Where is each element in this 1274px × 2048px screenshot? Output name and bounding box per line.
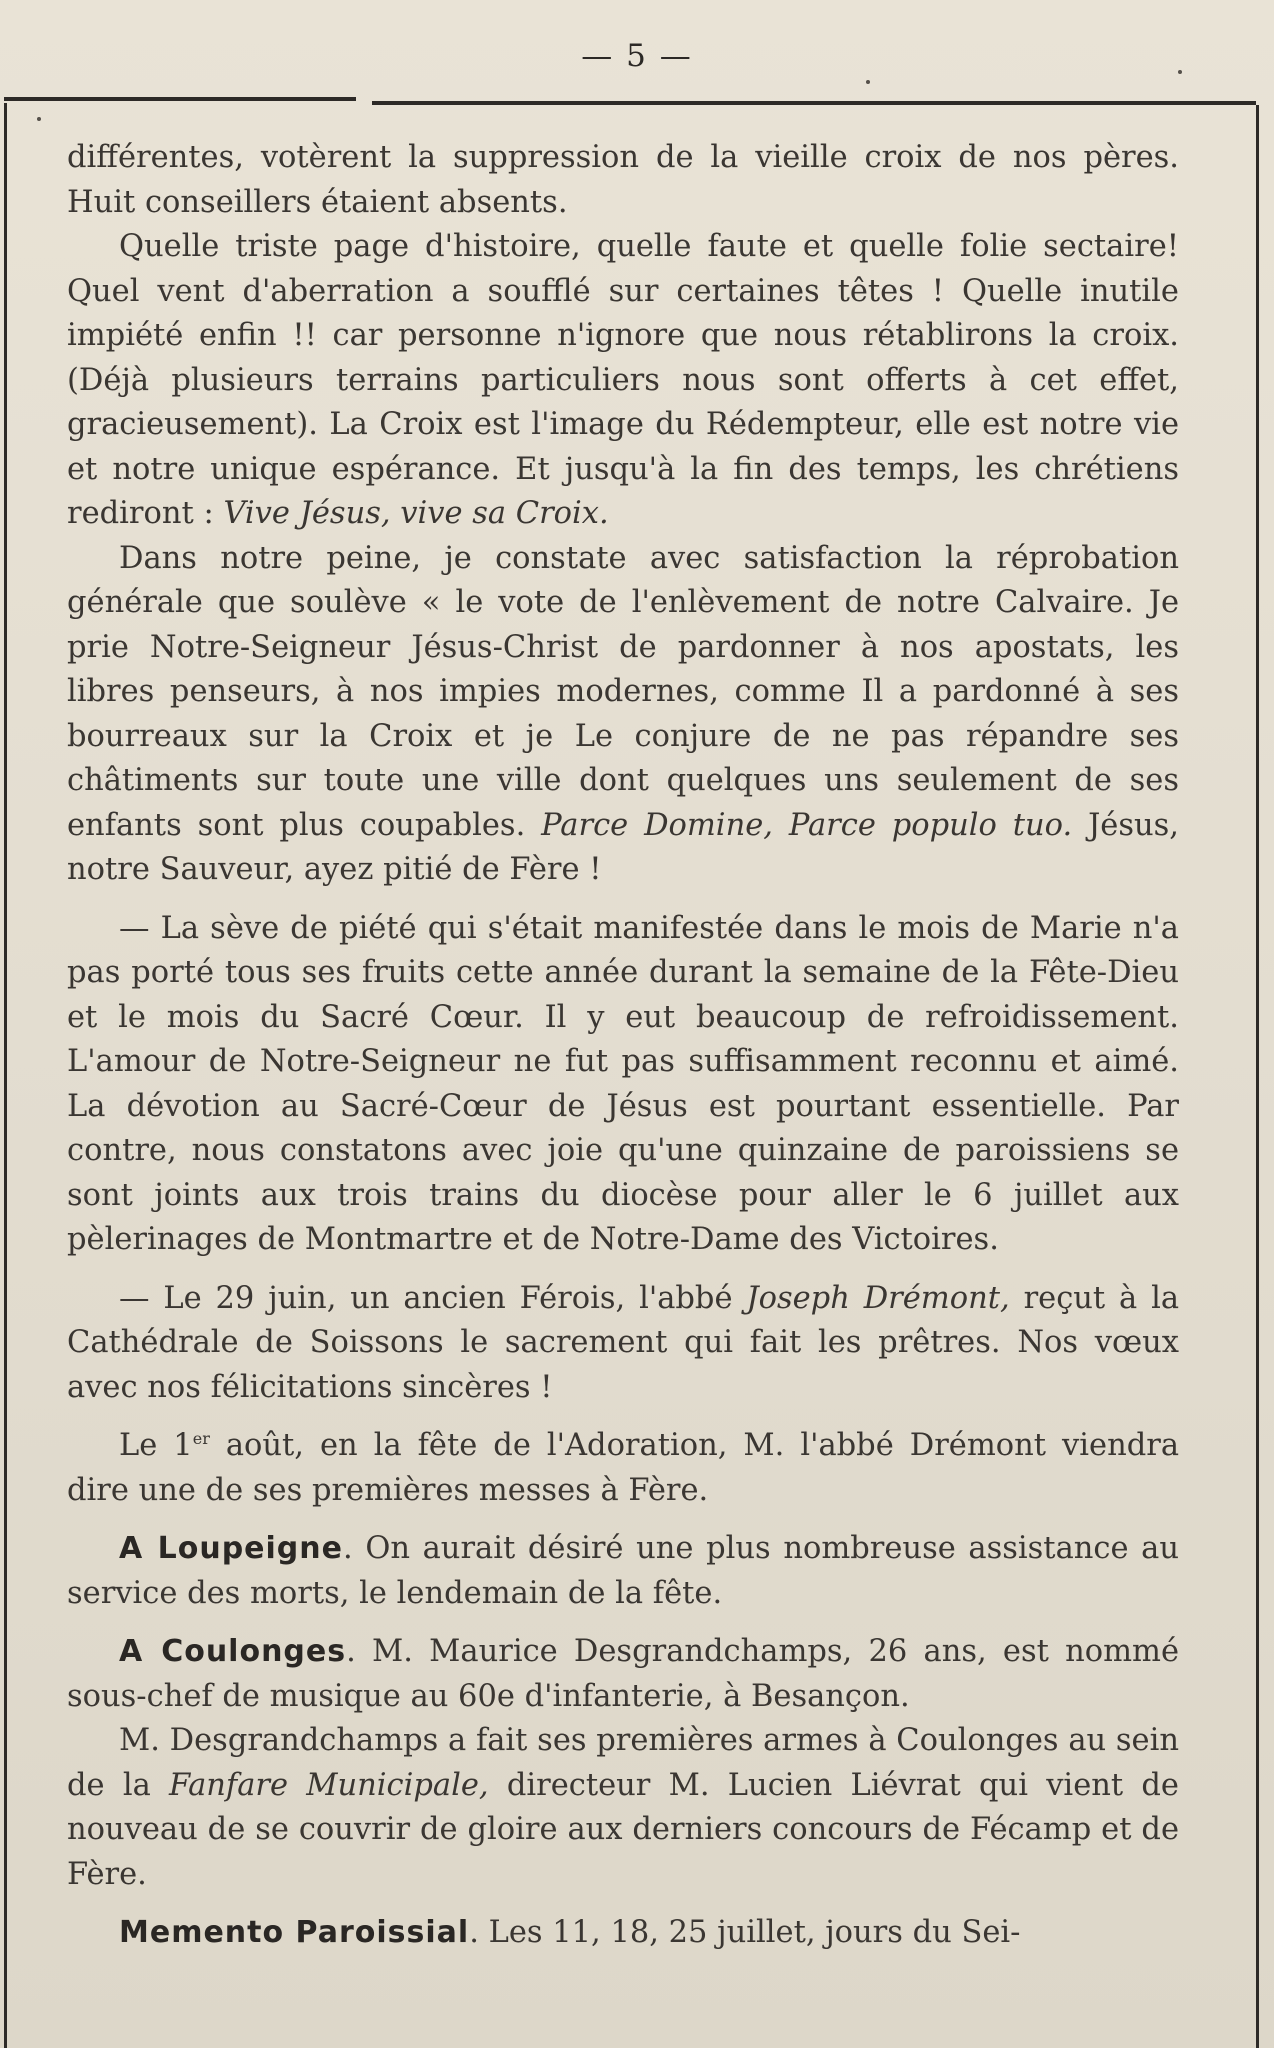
paragraph bbox=[67, 1911, 1179, 1956]
print-speck bbox=[866, 80, 870, 84]
header-rule-left bbox=[4, 97, 356, 101]
print-speck bbox=[1178, 70, 1182, 74]
paragraph-text: M. Desgrandchamps a fait ses premières armes à Coulonges au sein de la bbox=[67, 1723, 1179, 1803]
frame-left-border bbox=[4, 103, 7, 2048]
paragraph-text: . On aurait désiré une plus nombreuse assistance au service des morts, le lendemain de la fête. bbox=[67, 1531, 1179, 1611]
paragraph-text: Dans notre peine, je constate avec satisfaction la réprobation générale que soulève « le vote de l'enlèvement de notre Calvaire. Je prie Notre-Seigneur Jésus-Christ de pardonner à nos apostats, les libres penseurs, à nos impies modernes, comme Il a pardonné à ses bourreaux sur la Croix et je Le conjure de ne pas répandre ses châtiments sur toute une ville dont quelques uns seulement de ses enfants sont plus coupables. bbox=[67, 540, 1179, 843]
paragraph-text: directeur M. Lucien Liévrat qui vient de nouveau de se couvrir de gloire aux derniers concours de Fécamp et de Fère. bbox=[67, 1767, 1179, 1892]
frame-right-border bbox=[1256, 105, 1259, 2048]
paragraph bbox=[67, 1424, 1179, 1513]
section-heading: A Loupeigne bbox=[119, 1531, 343, 1566]
paragraph-text: reçut à la Cathédrale de Soissons le sacrement qui fait les prêtres. Nos vœux avec nos félicitations sincères ! bbox=[67, 1280, 1180, 1405]
paragraph bbox=[67, 907, 1179, 1263]
paragraph-text: — La sève de piété qui s'était manifestée dans le mois de Marie n'a pas porté tous ses fruits cette année durant la semaine de la Fête-Dieu et le mois du Sacré Cœur. Il y eut beaucoup de refroidissement. L'amour de Notre-Seigneur ne fut pas suffisamment reconnu et aimé. La dévotion au Sacré-Cœur de Jésus est pourtant essentielle. Par contre, nous constatons avec joie qu'une quinzaine de paroissiens se sont joints aux trois trains du diocèse pour aller le 6 juillet aux pèlerinages de Montmartre et de Notre-Dame des Victoires. bbox=[67, 910, 1179, 1257]
paragraph bbox=[67, 1630, 1179, 1719]
page-number: — 5 — bbox=[581, 38, 693, 74]
paragraph-text: Quelle triste page d'histoire, quelle faute et quelle folie sectaire! Quel vent d'aberration a soufflé sur certaines têtes ! Quelle inutile impiété enfin !! car personne n'ignore que nous rétablirons la croix. (Déjà plusieurs terrains particuliers nous sont offerts à cet effet, gracieusement). La Croix est l'image du Rédempteur, elle est notre vie et notre unique espérance. Et jusqu'à la fin des temps, les chrétiens rediront : bbox=[67, 229, 1179, 531]
paragraph bbox=[67, 225, 1179, 537]
paragraph-text: . Les 11, 18, 25 juillet, jours du Sei- bbox=[469, 1915, 1021, 1950]
italic-phrase: Vive Jésus, vive sa Croix. bbox=[223, 496, 609, 531]
paragraph bbox=[67, 136, 1179, 225]
section-heading: A Coulonges bbox=[119, 1634, 347, 1669]
section-heading: Memento Paroissial bbox=[119, 1915, 470, 1950]
paragraph-text: . M. Maurice Desgrandchamps, 26 ans, est nommé sous-chef de musique au 60e d'infanterie, à Besançon. bbox=[67, 1634, 1179, 1714]
superscript: er bbox=[192, 1428, 210, 1448]
italic-phrase: Parce Domine, Parce populo tuo. bbox=[541, 807, 1073, 843]
article-body bbox=[67, 136, 1179, 1956]
paragraph bbox=[67, 1719, 1179, 1897]
paragraph bbox=[67, 1277, 1179, 1411]
paragraph-text: Jésus, notre Sauveur, ayez pitié de Fère ! bbox=[67, 807, 1179, 887]
paragraph-text: — Le 29 juin, un ancien Férois, l'abbé bbox=[119, 1280, 733, 1316]
print-speck bbox=[37, 117, 41, 121]
paragraph-text: août, en la fête de l'Adoration, M. l'abbé Drémont viendra dire une de ses premières messes à Fère. bbox=[67, 1428, 1180, 1508]
italic-phrase: Fanfare Municipale, bbox=[169, 1767, 489, 1803]
paragraph bbox=[67, 537, 1179, 893]
header-rule-right bbox=[372, 101, 1256, 105]
paragraph-text: Le 1 bbox=[119, 1428, 193, 1463]
paragraph bbox=[67, 1527, 1179, 1616]
italic-name: Joseph Drémont, bbox=[746, 1280, 1010, 1316]
paragraph-text: différentes, votèrent la suppression de la vieille croix de nos pères. Huit conseillers étaient absents. bbox=[67, 140, 1179, 220]
